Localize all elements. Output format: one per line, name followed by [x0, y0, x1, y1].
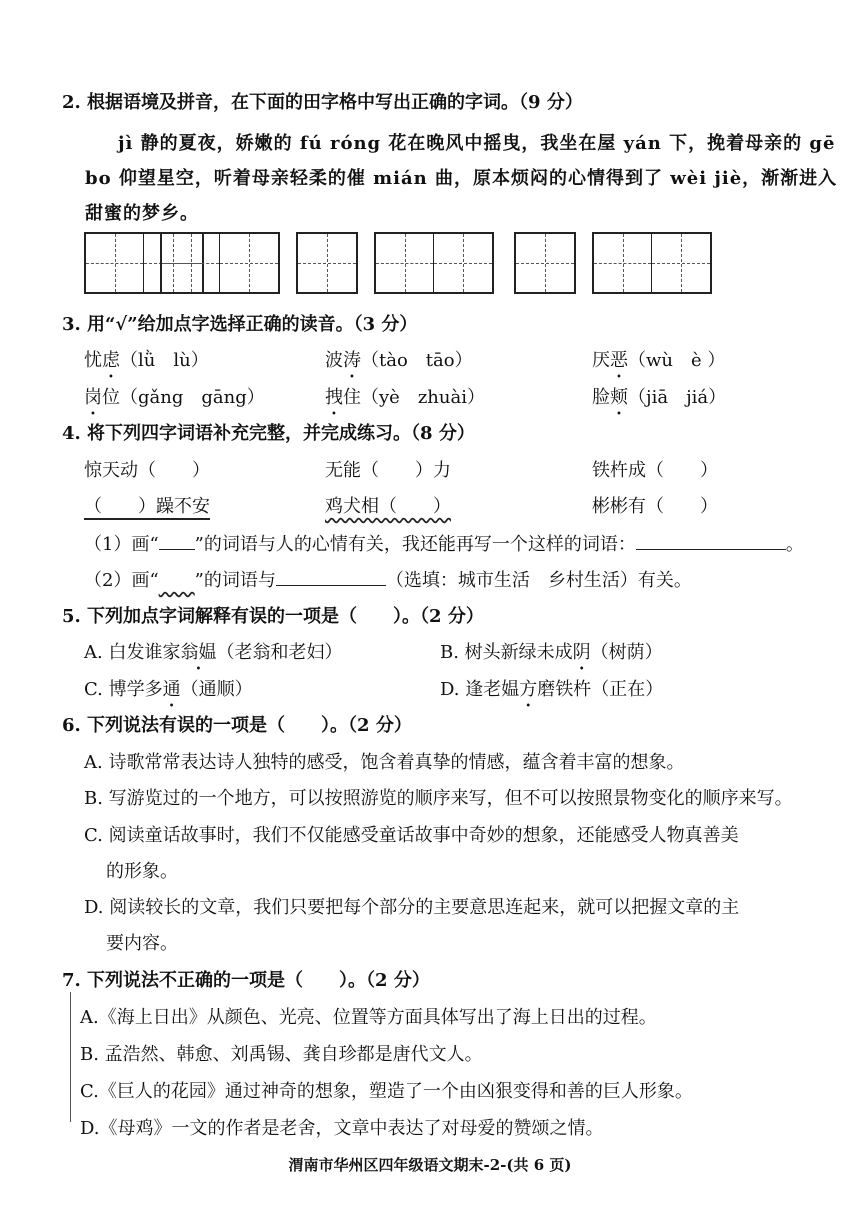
tianzige-group-3[interactable] [296, 232, 358, 294]
q4-sub-1-answer-blank[interactable] [636, 549, 786, 550]
q2-passage-line-2: bo 仰望星空，听着母亲轻柔的催 mián 曲，原本烦闷的心情得到了 wèi jiè，渐渐进入 [85, 168, 838, 189]
q6-option-c-line-1[interactable]: C. 阅读童话故事时，我们不仅能感受童话故事中奇妙的想象，还能感受人物真善美 [84, 825, 739, 846]
tianzige-group-5[interactable] [514, 232, 576, 294]
tianzige-cell[interactable] [220, 234, 278, 292]
q7-option-a[interactable]: A.《海上日出》从颜色、光亮、位置等方面具体写出了海上日出的过程。 [80, 1007, 657, 1028]
q4-word-4[interactable]: （ ）躁不安 [84, 492, 210, 520]
q7-option-b[interactable]: B. 孟浩然、韩愈、刘禹锡、龚自珍都是唐代文人。 [80, 1044, 483, 1065]
q4-word-1[interactable]: 惊天动（ ） [84, 460, 210, 481]
q2-passage-line-3: 甜蜜的梦乡。 [85, 203, 199, 224]
q5-option-d[interactable]: D. 逢老媪方磨铁杵（正在） [440, 679, 664, 700]
q4-sub-2-answer-blank[interactable] [276, 585, 386, 586]
q6-option-d-line-1[interactable]: D. 阅读较长的文章，我们只要把每个部分的主要意思连起来，就可以把握文章的主 [84, 897, 740, 918]
q3-item-3[interactable]: 厌恶（wù è ） [592, 350, 726, 371]
q6-title: 6. 下列说法有误的一项是（ ）。（2 分） [62, 715, 412, 736]
q4-title: 4. 将下列四字词语补充完整，并完成练习。（8 分） [62, 423, 475, 444]
q2-title: 2. 根据语境及拼音，在下面的田字格中写出正确的字词。（9 分） [62, 92, 583, 113]
q6-option-a[interactable]: A. 诗歌常常表达诗人独特的感受，饱含着真挚的情感，蕴含着丰富的想象。 [84, 752, 685, 773]
q5-option-c[interactable]: C. 博学多通（通顺） [84, 679, 253, 700]
tianzige-cell[interactable] [516, 234, 574, 292]
q4-word-5[interactable]: 鸡犬相（ ） [325, 496, 451, 517]
q4-word-3[interactable]: 铁杵成（ ） [592, 460, 718, 481]
q7-title: 7. 下列说法不正确的一项是（ ）。（2 分） [62, 970, 430, 991]
tianzige-cell[interactable] [86, 234, 144, 292]
q3-item-1[interactable]: 忧虑（lǜ lù） [84, 350, 209, 371]
q3-title: 3. 用“√”给加点字选择正确的读音。（3 分） [62, 314, 418, 335]
tianzige-group-4[interactable] [374, 232, 494, 294]
q4-sub-2: （2）画“ ”的词语与 （选填：城市生活 乡村生活）有关。 [84, 570, 692, 591]
q7-option-d[interactable]: D.《母鸡》一文的作者是老舍，文章中表达了对母爱的赞颂之情。 [80, 1118, 604, 1139]
q2-passage-line-1: jì 静的夏夜，娇嫩的 fú róng 花在晚风中摇曳，我坐在屋 yán 下，挽着母亲的 gē [118, 133, 836, 154]
q3-item-6[interactable]: 脸颊（jiā jiá） [592, 387, 727, 408]
q7-option-c[interactable]: C.《巨人的花园》通过神奇的想象，塑造了一个由凶狠变得和善的巨人形象。 [80, 1081, 693, 1102]
q3-item-2[interactable]: 波涛（tào tāo） [325, 350, 473, 371]
tianzige-cell[interactable] [434, 234, 492, 292]
q6-option-d-line-2[interactable]: 要内容。 [106, 933, 178, 954]
q3-item-4[interactable]: 岗位（gǎng gāng） [84, 387, 265, 408]
q6-option-b[interactable]: B. 写游览过的一个地方，可以按照游览的顺序来写，但不可以按照景物变化的顺序来写。 [84, 788, 793, 809]
q5-option-b[interactable]: B. 树头新绿未成阴（树荫） [440, 642, 663, 663]
tianzige-group-2[interactable] [160, 232, 280, 294]
q6-option-c-line-2[interactable]: 的形象。 [106, 861, 178, 882]
tianzige-cell[interactable] [652, 234, 710, 292]
page-footer: 渭南市华州区四年级语文期末-2-(共 6 页) [288, 1156, 572, 1174]
q3-item-5[interactable]: 拽住（yè zhuài） [325, 387, 485, 408]
q4-word-2[interactable]: 无能（ ）力 [325, 460, 451, 481]
margin-line [70, 992, 71, 1122]
q4-sub-1: （1）画“ ”的词语与人的心情有关，我还能再写一个这样的词语： 。 [84, 534, 804, 555]
tianzige-cell[interactable] [376, 234, 434, 292]
q5-option-a[interactable]: A. 白发谁家翁媪（老翁和老妇） [84, 642, 343, 663]
q4-word-6[interactable]: 彬彬有（ ） [592, 496, 718, 517]
tianzige-cell[interactable] [298, 234, 356, 292]
q5-title: 5. 下列加点字词解释有误的一项是（ ）。（2 分） [62, 606, 484, 627]
tianzige-cell[interactable] [162, 234, 220, 292]
tianzige-cell[interactable] [594, 234, 652, 292]
tianzige-group-6[interactable] [592, 232, 712, 294]
